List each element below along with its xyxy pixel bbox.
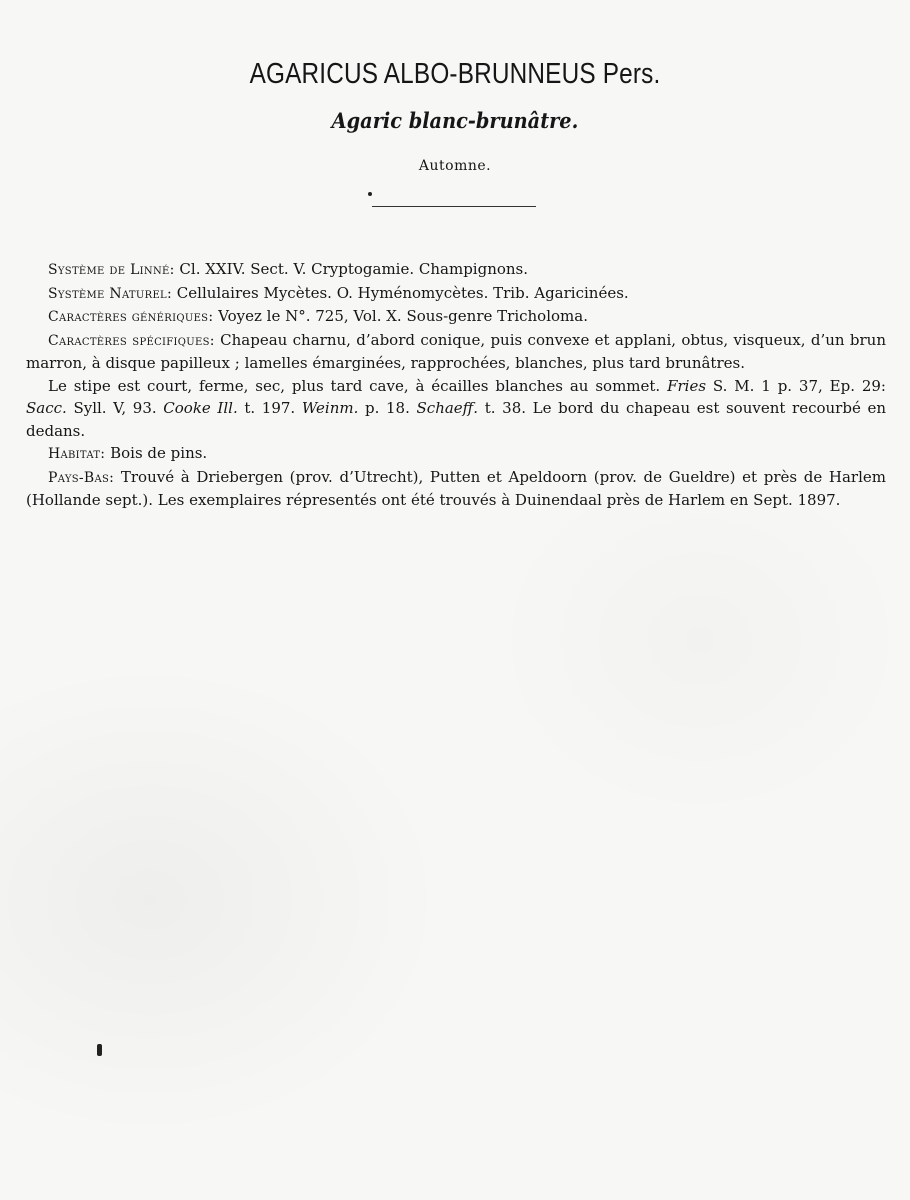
species-title: AGARICUS ALBO-BRUNNEUS Pers. [249, 58, 661, 90]
stipe-paragraph [26, 375, 886, 443]
title-divider [372, 206, 536, 207]
paysbas-text: Trouvé à Driebergen (prov. d’Utrecht), Putten et Apeldoorn (prov. de Gueldre) et près de Harlem (Hollande sept.). Les exemplaires répresentés ont été trouvés à Duinendaal près de Harlem en Sept. 1897. [26, 467, 886, 509]
season-label: Automne. [418, 158, 492, 174]
ink-speck [97, 1044, 102, 1056]
generiques-paragraph [26, 305, 886, 329]
ref-schaeff: Schaeff. [416, 399, 479, 417]
linne-paragraph [26, 258, 886, 282]
ref-sacc: Sacc. [26, 399, 67, 417]
naturel-text: Cellulaires Mycètes. O. Hyménomycètes. Trib. Agaricinées. [176, 283, 629, 302]
naturel-paragraph [26, 282, 886, 306]
ref-weinm: Weinm. [301, 399, 359, 417]
habitat-paragraph [26, 442, 886, 466]
specifiques-paragraph [26, 329, 886, 375]
habitat-label: Habitat: [48, 446, 106, 462]
linne-text: Cl. XXIV. Sect. V. Cryptogamie. Champignons. [179, 260, 529, 278]
habitat-text: Bois de pins. [110, 444, 208, 462]
linne-label: Système de Linné: [48, 262, 175, 278]
naturel-label: Système Naturel: [48, 285, 173, 302]
specifiques-text: Chapeau charnu, d’abord conique, puis convexe et applani, obtus, visqueux, d’un brun marron, à disque papilleux ; lamelles émarginées, rapprochées, blanches, plus tard brunâtres. [26, 330, 886, 372]
paysbas-label: Pays-Bas: [48, 469, 115, 486]
species-subtitle: Agaric blanc-brunâtre. [331, 108, 579, 133]
description-body [26, 258, 886, 512]
stipe-text-4: t. 197. [244, 399, 296, 417]
stipe-text-1: Le stipe est court, ferme, sec, plus tard cave, à écailles blanches au sommet. [48, 376, 661, 395]
stipe-text-6: t. 38. Le bord du chapeau est souvent recourbé en dedans. [26, 399, 886, 440]
paysbas-paragraph [26, 466, 886, 512]
specifiques-label: Caractères spécifiques: [48, 332, 215, 349]
stipe-text-2: S. M. 1 p. 37, Ep. 29: [712, 376, 886, 395]
ref-cooke: Cooke Ill. [163, 399, 238, 417]
generiques-label: Caractères génériques: [48, 309, 214, 325]
stipe-text-5: p. 18. [365, 399, 410, 417]
stipe-text-3: Syll. V, 93. [73, 399, 157, 417]
generiques-text: Voyez le N°. 725, Vol. X. Sous-genre Tricholoma. [218, 307, 588, 325]
ornament-dot [368, 192, 372, 196]
ref-fries: Fries [667, 376, 707, 395]
